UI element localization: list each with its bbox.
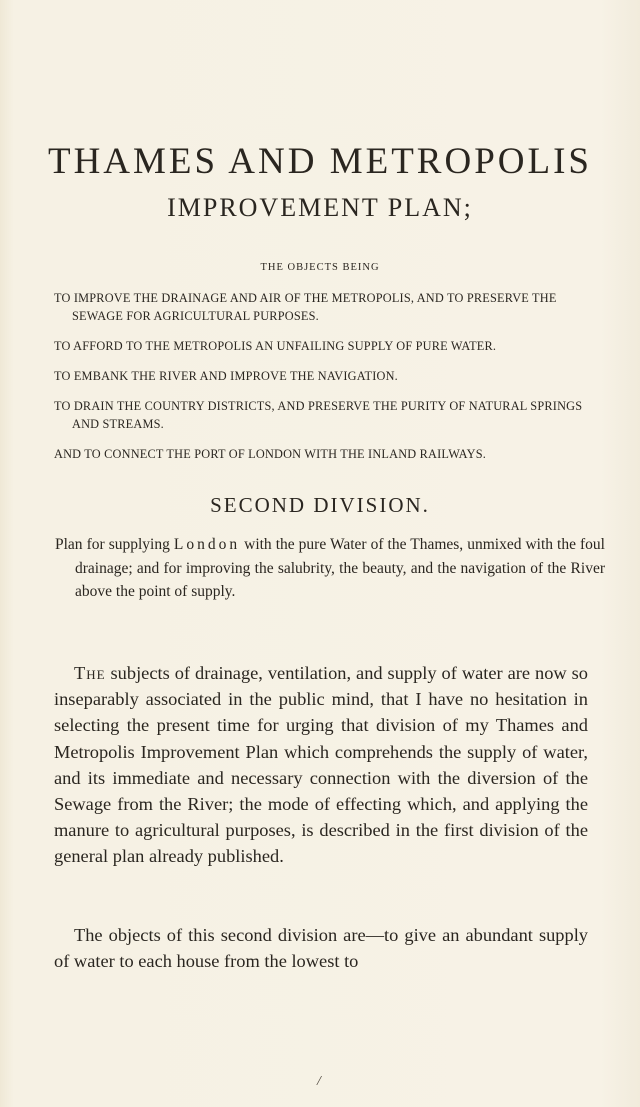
object-item-embank: TO EMBANK THE RIVER AND IMPROVE THE NAVIGATION. xyxy=(54,369,398,383)
objects-list xyxy=(54,289,594,475)
object-item-country-districts: TO DRAIN THE COUNTRY DISTRICTS, AND PRESERVE THE PURITY OF NATURAL SPRINGS AND STREAMS. xyxy=(54,399,583,431)
division-heading: SECOND DIVISION. xyxy=(210,493,430,517)
object-item-drainage: TO IMPROVE THE DRAINAGE AND AIR OF THE METROPOLIS, AND TO PRESERVE THE SEWAGE FOR AGRICULTURAL PURPOSES. xyxy=(54,291,557,323)
title-subtitle: IMPROVEMENT PLAN; xyxy=(167,193,473,222)
title-main: THAMES AND METROPOLIS xyxy=(47,141,593,182)
body-paragraph-1 xyxy=(54,660,588,870)
plan-text-before: Plan for supplying xyxy=(55,536,174,553)
object-item-water-supply: TO AFFORD TO THE METROPOLIS AN UNFAILING SUPPLY OF PURE WATER. xyxy=(54,339,497,353)
page-mark: / xyxy=(317,1074,321,1089)
body-paragraph-2: The objects of this second division are—to give an abundant supply of water to each house from the lowest to xyxy=(54,925,588,972)
paragraph-1-text: subjects of drainage, ventilation, and supply of water are now so inseparably associated in the public mind, that I have no hesitation in selecting the present time for urging that division of my Thames and Metropolis Improvement Plan which comprehends the supply of water, and its immediate and necessary connection with the diversion of the Sewage from the River; the mode of effecting which, and applying the manure to agricultural purposes, is described in the first division of the general plan already published. xyxy=(54,663,588,867)
plan-text-after: with the pure Water of the Thames, unmixed with the foul drainage; and for improving the salubrity, the beauty, and the navigation of the River above the point of supply. xyxy=(75,536,605,600)
paragraph-lead-word: The xyxy=(74,663,106,683)
object-item-port-connection: AND TO CONNECT THE PORT OF LONDON WITH THE INLAND RAILWAYS. xyxy=(54,447,487,461)
objects-heading: THE OBJECTS BEING xyxy=(260,262,380,273)
plan-description xyxy=(55,533,605,604)
plan-city: London xyxy=(173,536,241,553)
